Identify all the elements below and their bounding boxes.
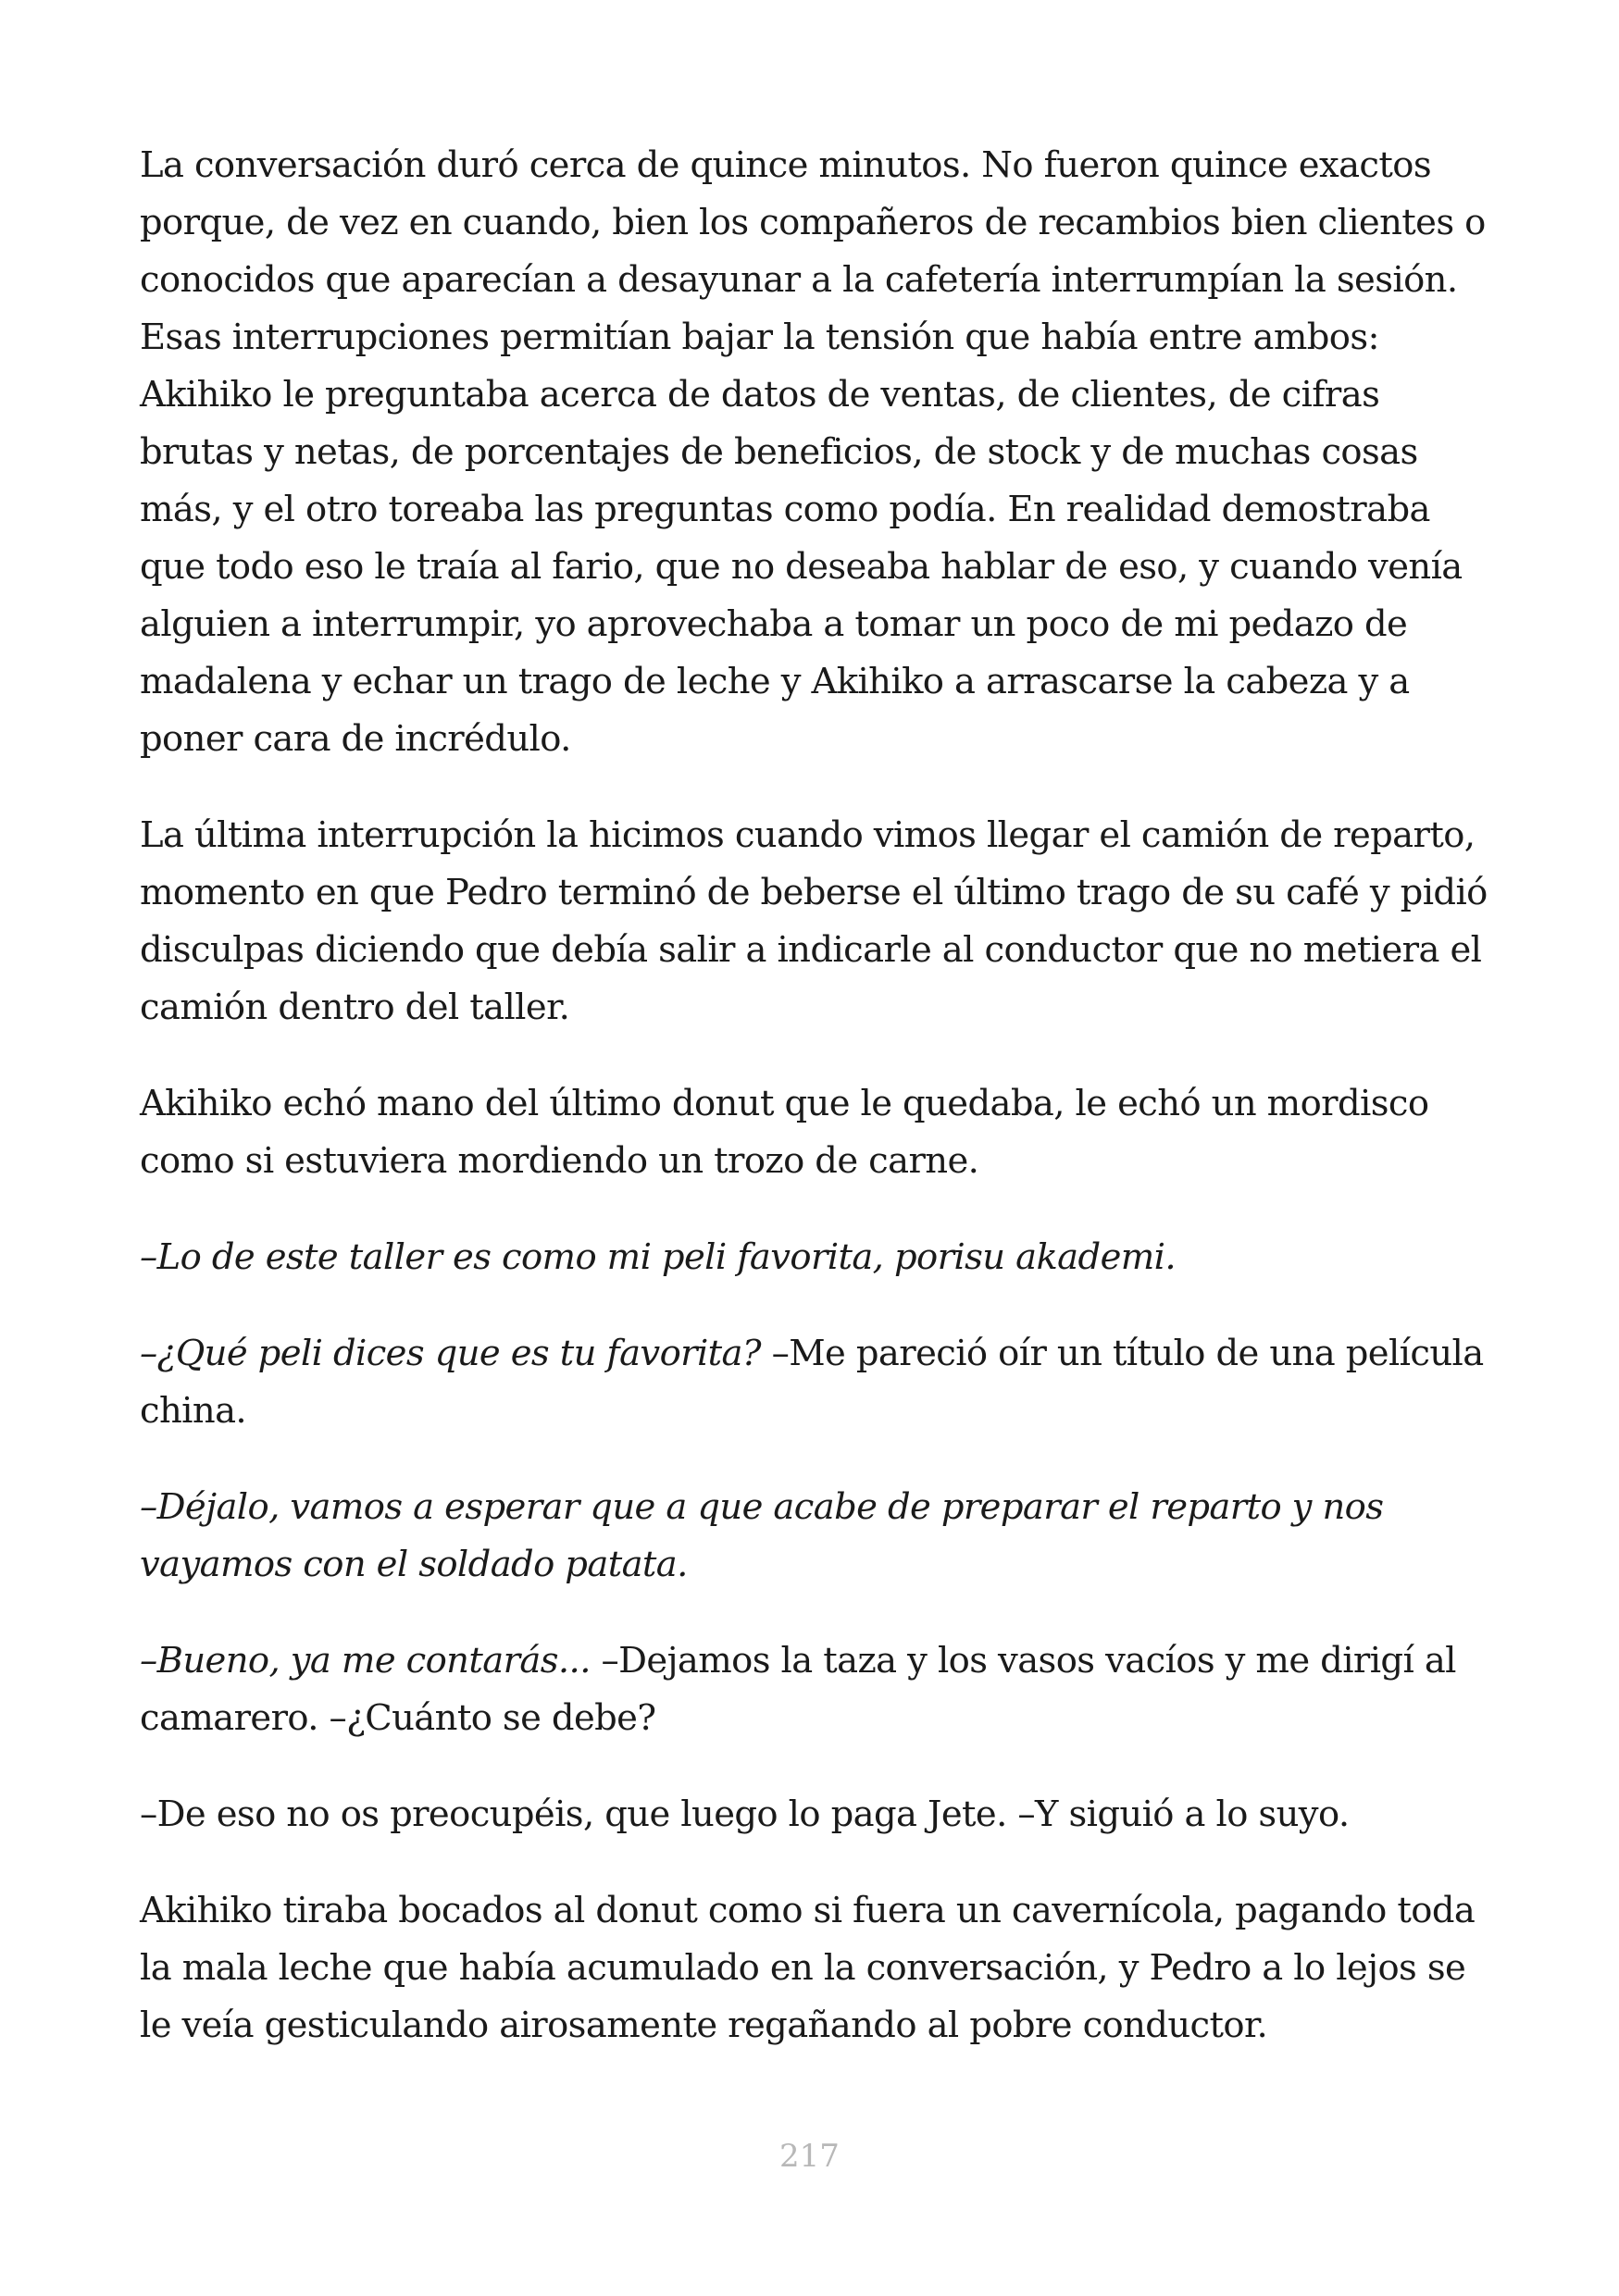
dialogue-italic: –Bueno, ya me contarás... — [140, 1640, 591, 1682]
dialogue-line — [140, 1632, 1491, 1747]
dialogue-line — [140, 1479, 1491, 1594]
dialogue-italic: –Lo de este taller es como mi peli favorita, porisu akademi. — [140, 1236, 1177, 1278]
dialogue-narration: –Dejamos la taza y los vasos vacíos y me dirigí al camarero. –¿Cuánto se debe? — [140, 1640, 1456, 1739]
body-text — [140, 137, 1491, 2093]
dialogue-narration: –Me pareció oír un título de una película china. — [140, 1333, 1484, 1432]
paragraph — [140, 1075, 1491, 1190]
dialogue-line — [140, 1229, 1491, 1286]
paragraph-text: Akihiko echó mano del último donut que le quedaba, le echó un mordisco como si estuviera mordiendo un trozo de carne. — [140, 1083, 1429, 1182]
page-number: 217 — [779, 2138, 840, 2175]
dialogue-line — [140, 1786, 1491, 1843]
paragraph-text: La conversación duró cerca de quince minutos. No fueron quince exactos porque, de vez en cuando, bien los compañeros de recambios bien clientes o conocidos que aparecían a desayunar a la cafetería interrumpían la sesión. Esas interrupciones permitían bajar la tensión que había entre ambos: Akihiko le preguntaba acerca de datos de ventas, de clientes, de cifras brutas y netas, de porcentajes de beneficios, de stock y de muchas cosas más, y el otro toreaba las preguntas como podía. En realidad demostraba que todo eso le traía al fario, que no deseaba hablar de eso, y cuando venía alguien a interrumpir, yo aprovechaba a tomar un poco de mi pedazo de madalena y echar un trago de leche y Akihiko a arrascarse la cabeza y a poner cara de incrédulo. — [140, 144, 1486, 760]
dialogue-italic: –Déjalo, vamos a esperar que a que acabe de preparar el reparto y nos vayamos con el soldado patata. — [140, 1486, 1384, 1585]
paragraph-text: Akihiko tiraba bocados al donut como si fuera un cavernícola, pagando toda la mala leche que había acumulado en la conversación, y Pedro a lo lejos se le veía gesticulando airosamente regañando al pobre conductor. — [140, 1890, 1476, 2046]
paragraph — [140, 1882, 1491, 2054]
dialogue-italic: –¿Qué peli dices que es tu favorita? — [140, 1333, 761, 1374]
dialogue-line — [140, 1325, 1491, 1440]
paragraph — [140, 137, 1491, 768]
paragraph-text: La última interrupción la hicimos cuando vimos llegar el camión de reparto, momento en que Pedro terminó de beberse el último trago de su café y pidió disculpas diciendo que debía salir a indicarle al conductor que no metiera el camión dentro del taller. — [140, 814, 1488, 1028]
paragraph — [140, 807, 1491, 1036]
dialogue-text: –De eso no os preocupéis, que luego lo paga Jete. –Y siguió a lo suyo. — [140, 1793, 1350, 1835]
